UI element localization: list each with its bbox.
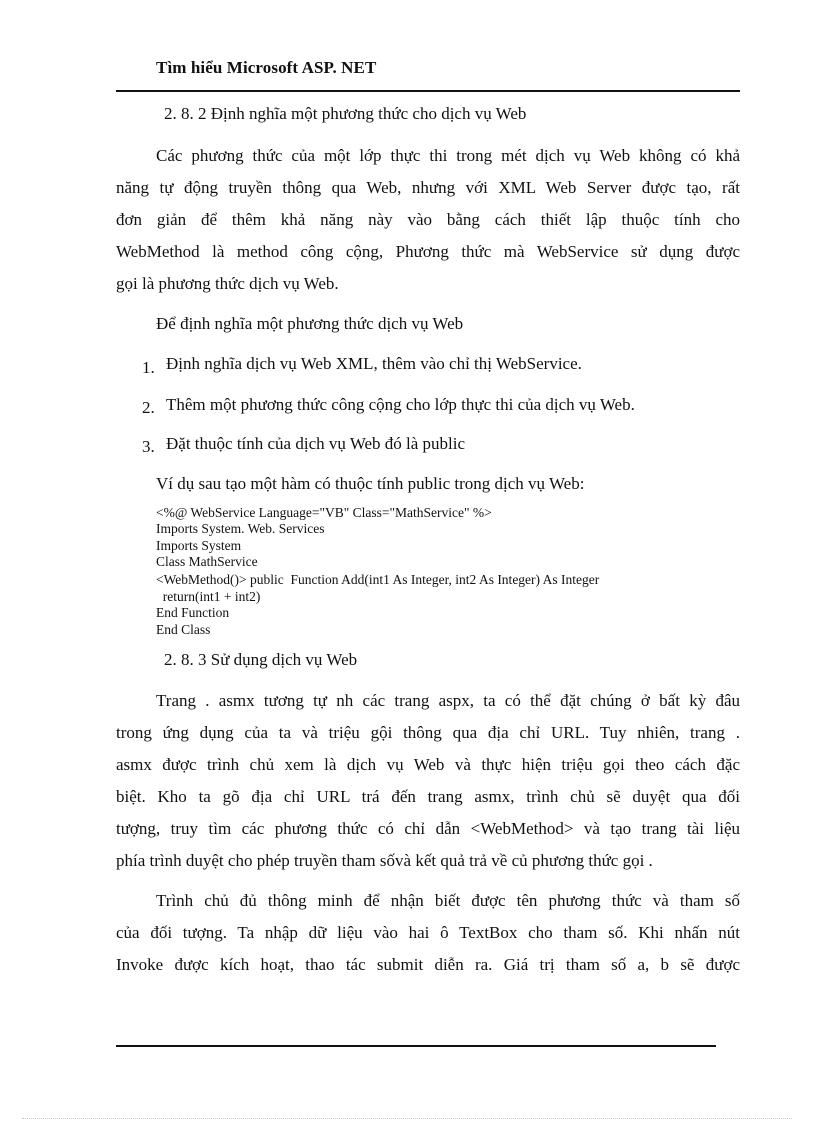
- paragraph-line: phía trình duyệt cho phép truyền tham sốvà kết quả trả về củ phương thức gọi .: [116, 851, 653, 870]
- example-intro: Ví dụ sau tạo một hàm có thuộc tính public trong dịch vụ Web:: [156, 474, 585, 493]
- paragraph-line: gọi là phương thức dịch vụ Web.: [116, 274, 339, 293]
- header-rule: [116, 90, 740, 92]
- code-line: <%@ WebService Language="VB" Class="MathService" %>: [156, 505, 492, 520]
- step-number: 2.: [142, 398, 155, 417]
- paragraph-line: asmx được trình chủ xem là dịch vụ Web và thực hiện triệu gọi theo cách đặc: [116, 755, 740, 774]
- code-line: End Function: [156, 605, 230, 620]
- page-header-title: Tìm hiểu Microsoft ASP. NET: [156, 58, 377, 77]
- page-edge-divider: [22, 1118, 792, 1119]
- paragraph-line: trong ứng dụng của ta và triệu gội thông qua địa chỉ URL. Tuy nhiên, trang .: [116, 723, 740, 742]
- code-line: Class MathService: [156, 554, 258, 569]
- paragraph-line: năng tự động truyền thông qua Web, nhưng với XML Web Server được tạo, rất: [116, 178, 740, 197]
- paragraph-line: biệt. Kho ta gõ địa chỉ URL trá đến trang asmx, trình chủ sẽ duyệt qua đối: [116, 787, 740, 806]
- section-heading-2-8-2: 2. 8. 2 Định nghĩa một phương thức cho dịch vụ Web: [164, 104, 527, 123]
- step-text: Thêm một phương thức công cộng cho lớp thực thi của dịch vụ Web.: [166, 395, 635, 414]
- step-text: Đặt thuộc tính của dịch vụ Web đó là public: [166, 434, 466, 453]
- step-number: 1.: [142, 358, 155, 377]
- code-line: return(int1 + int2): [156, 589, 261, 604]
- paragraph-line: Invoke được kích hoạt, thao tác submit diễn ra. Giá trị tham số a, b sẽ được: [116, 955, 740, 974]
- steps-intro: Để định nghĩa một phương thức dịch vụ Web: [156, 314, 464, 333]
- footer-rule: [116, 1045, 716, 1047]
- code-line: <WebMethod()> public Function Add(int1 As Integer, int2 As Integer) As Integer: [156, 572, 600, 587]
- paragraph-line: của đối tượng. Ta nhập dữ liệu vào hai ô TextBox cho tham số. Khi nhấn nút: [116, 923, 740, 942]
- step-number: 3.: [142, 437, 155, 456]
- code-line: End Class: [156, 622, 211, 637]
- paragraph-line: tượng, truy tìm các phương thức có chỉ dẫn <WebMethod> và tạo trang tài liệu: [116, 819, 740, 838]
- paragraph-line: Các phương thức của một lớp thực thi trong mét dịch vụ Web không có khả: [156, 146, 740, 165]
- paragraph-line: Trình chủ đủ thông minh để nhận biết được tên phương thức và tham số: [156, 891, 740, 910]
- paragraph-line: đơn giản để thêm khả năng này vào bằng cách thiết lập thuộc tính cho: [116, 210, 740, 229]
- paragraph-line: Trang . asmx tương tự nh các trang aspx, ta có thể đặt chúng ở bất kỳ đâu: [156, 691, 740, 710]
- paragraph-line: WebMethod là method công cộng, Phương thức mà WebService sử dụng được: [116, 242, 740, 261]
- section-heading-2-8-3: 2. 8. 3 Sử dụng dịch vụ Web: [164, 650, 358, 669]
- step-text: Định nghĩa dịch vụ Web XML, thêm vào chỉ thị WebService.: [166, 354, 582, 373]
- code-line: Imports System. Web. Services: [156, 521, 325, 536]
- code-line: Imports System: [156, 538, 242, 553]
